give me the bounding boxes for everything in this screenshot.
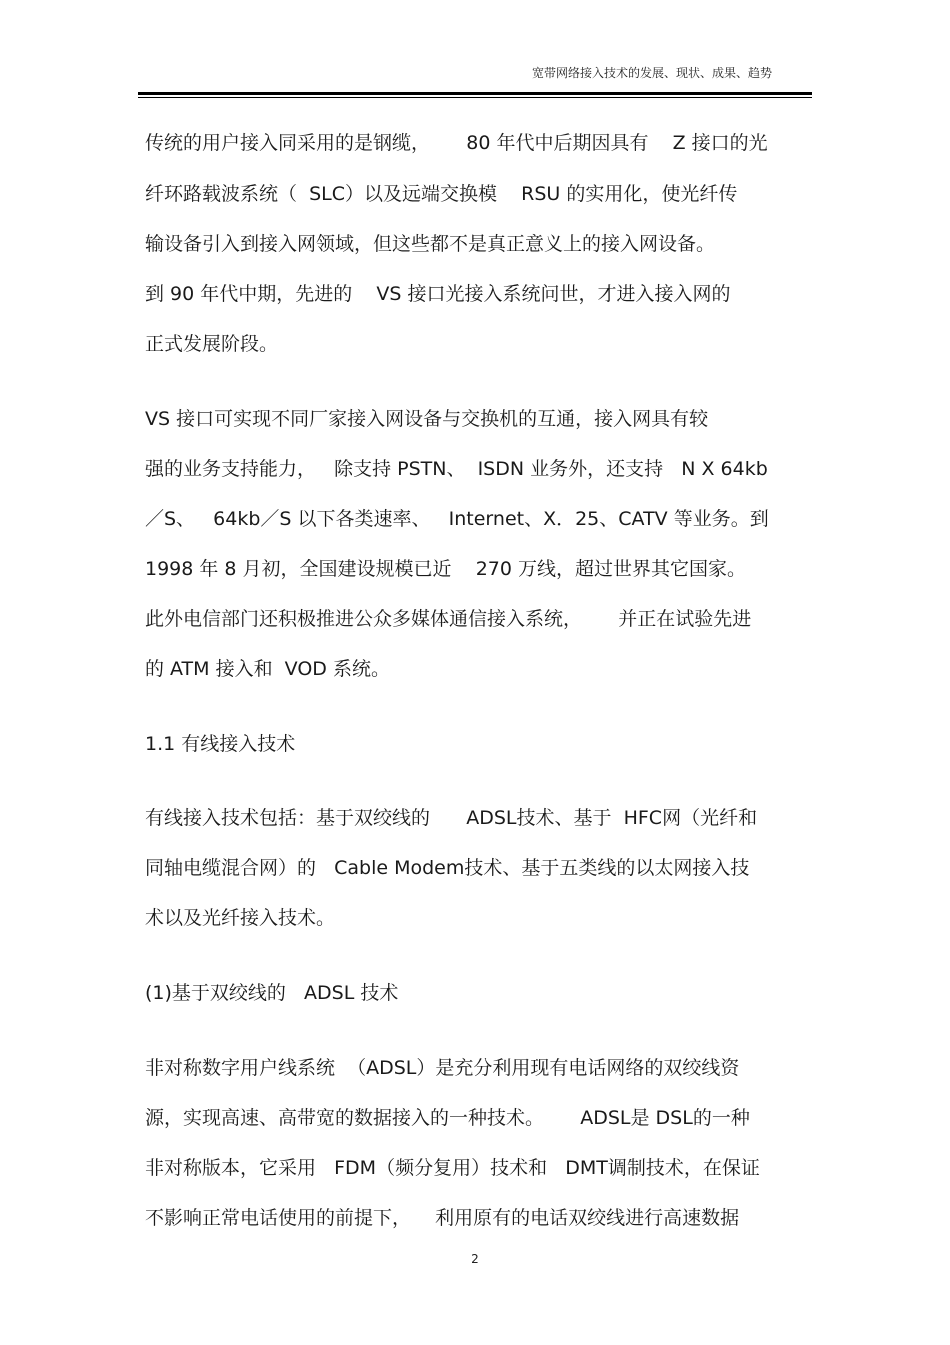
body-line: ／S、 64kb／S 以下各类速率、 Internet、X．25、CATV 等业务。到 <box>145 508 769 530</box>
section-heading: 1.1 有线接入技术 <box>145 733 296 755</box>
subsection-heading: (1)基于双绞线的 ADSL 技术 <box>145 982 399 1004</box>
page-header-title: 宽带网络接入技术的发展、现状、成果、趋势 <box>531 66 772 80</box>
body-line: 同轴电缆混合网）的 Cable Modem技术、基于五类线的以太网接入技 <box>145 857 750 879</box>
header-rule-thick <box>138 92 812 95</box>
body-line: VS 接口可实现不同厂家接入网设备与交换机的互通，接入网具有较 <box>145 408 709 430</box>
body-line: 非对称数字用户线系统 （ADSL）是充分利用现有电话网络的双绞线资 <box>145 1057 740 1079</box>
body-line: 1998 年 8 月初，全国建设规模已近 270 万线，超过世界其它国家。 <box>145 558 747 580</box>
body-line: 有线接入技术包括：基于双绞线的 ADSL技术、基于 HFC网（光纤和 <box>145 807 758 829</box>
body-line: 的 ATM 接入和 VOD 系统。 <box>145 658 390 680</box>
body-line: 术以及光纤接入技术。 <box>145 907 336 929</box>
body-line: 源，实现高速、高带宽的数据接入的一种技术。 ADSL是 DSL的一种 <box>145 1107 750 1129</box>
header-rule-thin <box>138 97 812 98</box>
body-line: 正式发展阶段。 <box>145 333 279 355</box>
page-number: 2 <box>471 1252 479 1266</box>
body-line: 强的业务支持能力， 除支持 PSTN、 ISDN 业务外，还支持 N X 64kb <box>145 458 768 480</box>
body-line: 此外电信部门还积极推进公众多媒体通信接入系统， 并正在试验先进 <box>145 608 752 630</box>
body-line: 到 90 年代中期，先进的 VS 接口光接入系统问世，才进入接入网的 <box>145 283 731 305</box>
body-line: 输设备引入到接入网领域，但这些都不是真正意义上的接入网设备。 <box>145 233 716 255</box>
body-line: 非对称版本，它采用 FDM（频分复用）技术和 DMT调制技术，在保证 <box>145 1157 760 1179</box>
body-line: 不影响正常电话使用的前提下， 利用原有的电话双绞线进行高速数据 <box>145 1207 740 1229</box>
body-line: 传统的用户接入同采用的是钢缆， 80 年代中后期因具有 Z 接口的光 <box>145 132 768 154</box>
body-line: 纤环路载波系统（ SLC）以及远端交换模 RSU 的实用化，使光纤传 <box>145 183 738 205</box>
